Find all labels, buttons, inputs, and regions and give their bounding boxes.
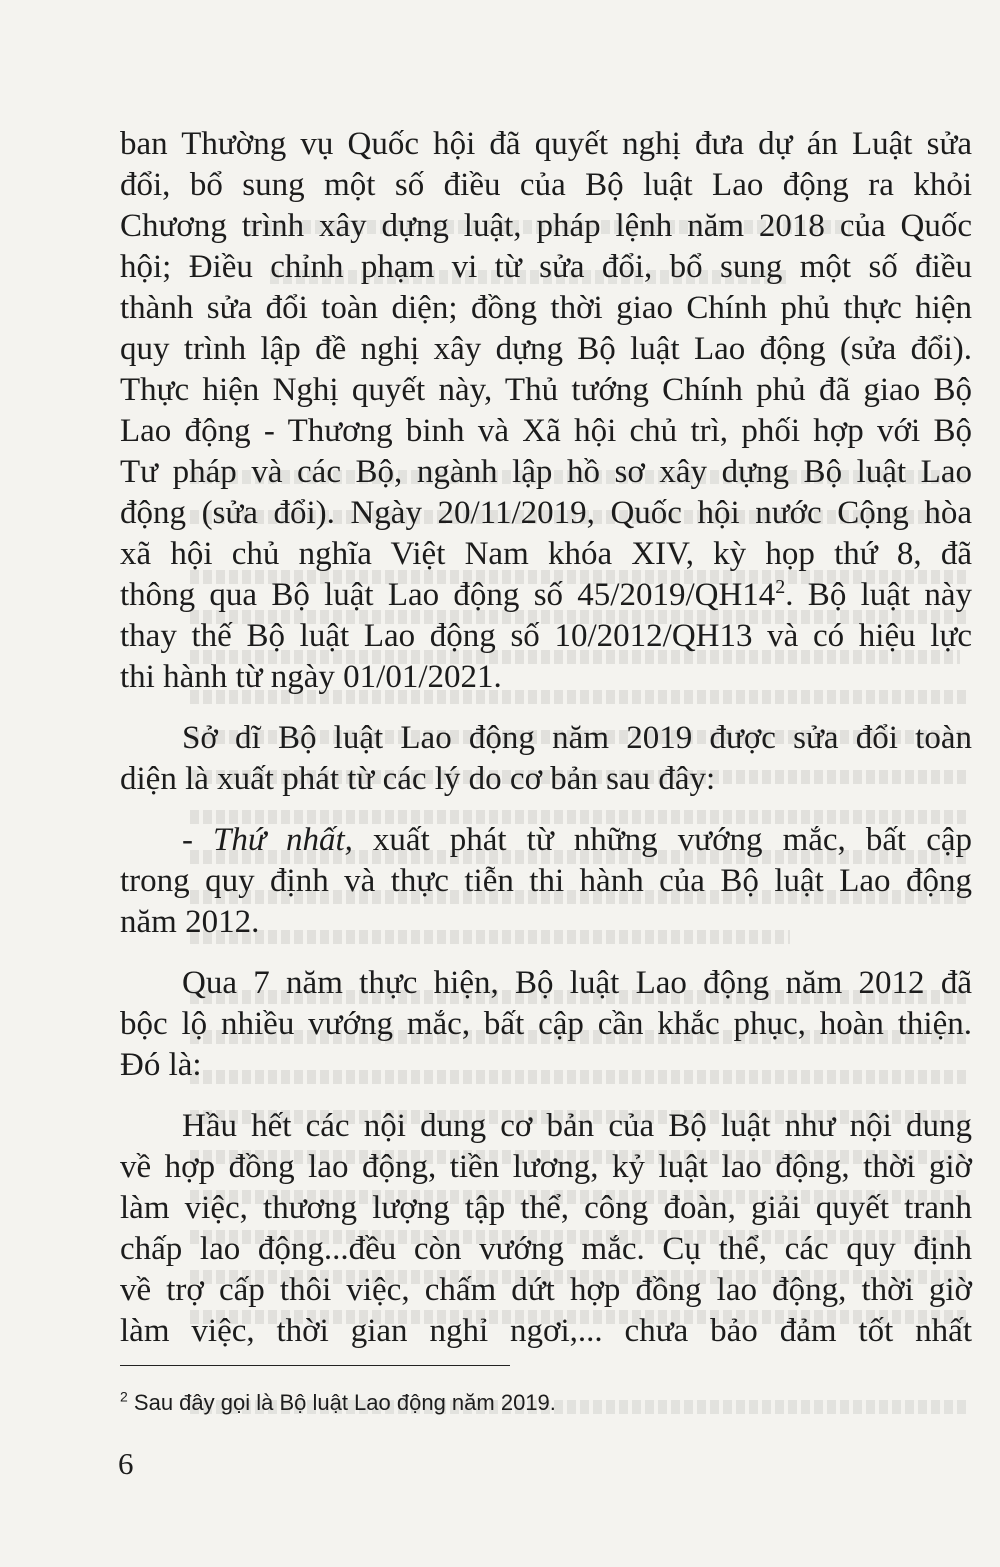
body-line-text: thông qua Bộ luật Lao động số 45/2019/QH14 [120,577,776,613]
body-line: Lao động - Thương binh và Xã hội chủ trì, phối hợp với Bộ [120,413,972,449]
page-number: 6 [118,1446,134,1481]
body-line: thành sửa đổi toàn diện; đồng thời giao Chính phủ thực hiện [120,290,972,326]
italic-lead: Thứ nhất, [213,822,353,858]
body-line: Tư pháp và các Bộ, ngành lập hồ sơ xây dựng Bộ luật Lao [120,454,972,490]
body-line: Hầu hết các nội dung cơ bản của Bộ luật như nội dung [182,1108,972,1144]
body-line: chấp lao động...đều còn vướng mắc. Cụ thể, các quy định [120,1231,972,1267]
body-line: đổi, bổ sung một số điều của Bộ luật Lao động ra khỏi [120,167,972,203]
body-line: năm 2012. [120,904,260,940]
body-text [120,124,972,1352]
body-line: diện là xuất phát từ các lý do cơ bản sau đây: [120,761,716,797]
body-line: xã hội chủ nghĩa Việt Nam khóa XIV, kỳ họp thứ 8, đã [120,536,972,572]
body-line: hội; Điều chỉnh phạm vi từ sửa đổi, bổ sung một số điều [120,249,972,285]
body-line: về hợp đồng lao động, tiền lương, kỷ luật lao động, thời giờ [120,1149,972,1185]
footnote-reference: 2 [775,576,786,598]
body-line-tail: . Bộ luật này [785,577,972,613]
footnote-marker: 2 [120,1388,128,1405]
body-line: làm việc, thương lượng tập thể, công đoàn, giải quyết tranh [120,1190,972,1226]
body-line-with-footnote-ref [120,575,972,616]
body-line: bộc lộ nhiều vướng mắc, bất cập cần khắc phục, hoàn thiện. [120,1006,972,1042]
footnote [120,1390,556,1416]
body-line: Qua 7 năm thực hiện, Bộ luật Lao động năm 2012 đã [182,965,972,1001]
list-dash: - [182,822,214,858]
body-line: Thực hiện Nghị quyết này, Thủ tướng Chính phủ đã giao Bộ [120,372,972,408]
body-line: động (sửa đổi). Ngày 20/11/2019, Quốc hội nước Cộng hòa [120,495,972,531]
body-line: Chương trình xây dựng luật, pháp lệnh năm 2018 của Quốc [120,208,972,244]
body-line-text: xuất phát từ những vướng mắc, bất cập [352,822,972,858]
footnote-text: Sau đây gọi là Bộ luật Lao động năm 2019. [127,1390,556,1415]
body-line: ban Thường vụ Quốc hội đã quyết nghị đưa dự án Luật sửa [120,126,972,162]
body-line: thi hành từ ngày 01/01/2021. [120,659,502,695]
body-line [120,820,972,861]
body-line: Sở dĩ Bộ luật Lao động năm 2019 được sửa đổi toàn [182,720,972,756]
body-line: Đó là: [120,1047,202,1083]
body-line: làm việc, thời gian nghỉ ngơi,... chưa bảo đảm tốt nhất [120,1313,972,1349]
body-line: về trợ cấp thôi việc, chấm dứt hợp đồng lao động, thời giờ [120,1272,972,1308]
footnote-separator [120,1365,510,1366]
body-line: thay thế Bộ luật Lao động số 10/2012/QH13 và có hiệu lực [120,618,972,654]
body-line: quy trình lập đề nghị xây dựng Bộ luật Lao động (sửa đổi). [120,331,972,367]
body-line: trong quy định và thực tiễn thi hành của Bộ luật Lao động [120,863,972,899]
